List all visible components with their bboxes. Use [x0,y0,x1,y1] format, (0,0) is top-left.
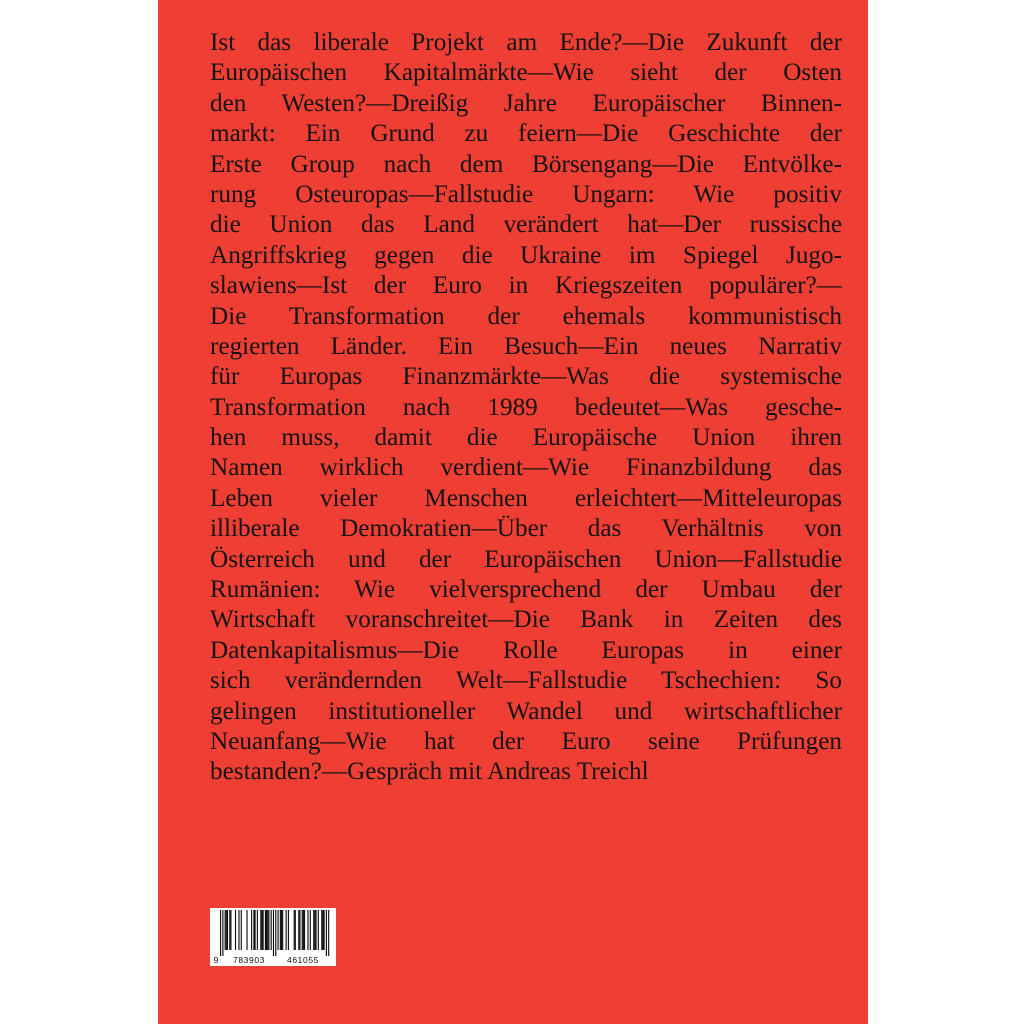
barcode-bar [255,910,256,950]
barcode-bar [324,910,325,950]
barcode-bar [257,910,258,950]
barcode-bar [275,910,276,956]
barcode-bar [267,910,268,950]
barcode-bar [303,910,304,950]
barcode-bar [294,910,295,950]
barcode-bar [273,910,274,956]
barcode-bar [321,910,322,950]
barcode-digits [210,955,336,965]
barcode-bar [225,910,226,950]
text-line: Neuanfang—Wie hat der Euro seine Prüfungen [210,727,842,755]
isbn-barcode [210,908,336,966]
barcode-bar [263,910,264,950]
barcode-bar [241,910,242,950]
barcode-bar [235,910,236,950]
text-line: slawiens—Ist der Euro in Kriegszeiten populärer?— [210,272,842,300]
barcode-bar [265,910,266,950]
text-line: die Union das Land verändert hat—Der russische [210,211,842,239]
barcode-bar [260,910,261,950]
barcode-bar [298,910,299,950]
barcode-bar [302,910,303,950]
barcode-left-digits: 783903 [233,955,265,965]
barcode-bar [326,910,327,956]
barcode-bar [304,910,305,950]
barcode-bar [328,910,329,956]
text-line: bestanden?—Gespräch mit Andreas Treichl [210,758,649,786]
barcode-bars [210,908,336,956]
text-line: Die Transformation der ehemals kommunistisch [210,302,842,330]
barcode-right-digits: 461055 [287,955,319,965]
barcode-bar [286,910,287,950]
barcode-bar [322,910,323,950]
barcode-bar [281,910,282,950]
barcode-bar [226,910,227,950]
barcode-bar [220,910,221,956]
barcode-bar [310,910,311,950]
text-line: rung Osteuropas—Fallstudie Ungarn: Wie positiv [210,180,842,208]
barcode-bar [295,910,296,950]
book-back-cover [158,0,868,1024]
barcode-bar [315,910,316,950]
text-line: illiberale Demokratien—Über das Verhältnis von [210,515,842,543]
text-line: Österreich und der Europäischen Union—Fallstudie [210,545,842,573]
text-line: regierten Länder. Ein Besuch—Ein neues Narrativ [210,332,842,360]
barcode-bar [251,910,252,950]
barcode-first-digit: 9 [213,955,219,965]
text-line: sich verändernden Welt—Fallstudie Tschechien: So [210,667,842,695]
text-line: Wirtschaft voranschreitet—Die Bank in Zeiten des [210,606,842,634]
barcode-bar [299,910,300,950]
barcode-bar [238,910,239,950]
text-line: markt: Ein Grund zu feiern—Die Geschichte der [210,120,842,148]
text-line: Leben vieler Menschen erleichtert—Mitteleuropas [210,484,842,512]
barcode-bar [268,910,269,950]
barcode-bar [313,910,314,950]
barcode-bar [271,910,272,950]
text-line: Namen wirklich verdient—Wie Finanzbildung das [210,454,842,482]
contents-text [210,28,842,788]
barcode-bar [246,910,247,950]
text-line: Erste Group nach dem Börsengang—Die Entvölke- [210,150,842,178]
text-line: Angriffskrieg gegen die Ukraine im Spiegel Jugo- [210,241,842,269]
text-line: Ist das liberale Projekt am Ende?—Die Zukunft der [210,29,842,56]
barcode-bar [261,910,262,950]
text-line: Transformation nach 1989 bedeutet—Was gesche- [210,393,842,421]
barcode-bar [266,910,267,950]
text-line: Europäischen Kapitalmärkte—Wie sieht der Osten [210,59,842,87]
barcode-bar [229,910,230,950]
barcode-bar [227,910,228,950]
barcode-bar [280,910,281,950]
text-line: gelingen institutioneller Wandel und wirtschaftlicher [210,697,842,725]
barcode-bar [288,910,289,950]
text-line: Rumänien: Wie vielversprechend der Umbau der [210,576,842,604]
barcode-bar [230,910,231,950]
text-line: Datenkapitalismus—Die Rolle Europas in einer [210,636,842,664]
barcode-bar [307,910,308,950]
barcode-bar [253,910,254,950]
barcode-bar [318,910,319,950]
barcode-bar [278,910,279,950]
barcode-bar [282,910,283,950]
barcode-bar [314,910,315,950]
text-line: den Westen?—Dreißig Jahre Europäischer Binnen- [210,89,842,117]
text-line: für Europas Finanzmärkte—Was die systemische [210,363,842,391]
text-line: hen muss, damit die Europäische Union ihren [210,424,842,452]
barcode-bar [222,910,223,956]
